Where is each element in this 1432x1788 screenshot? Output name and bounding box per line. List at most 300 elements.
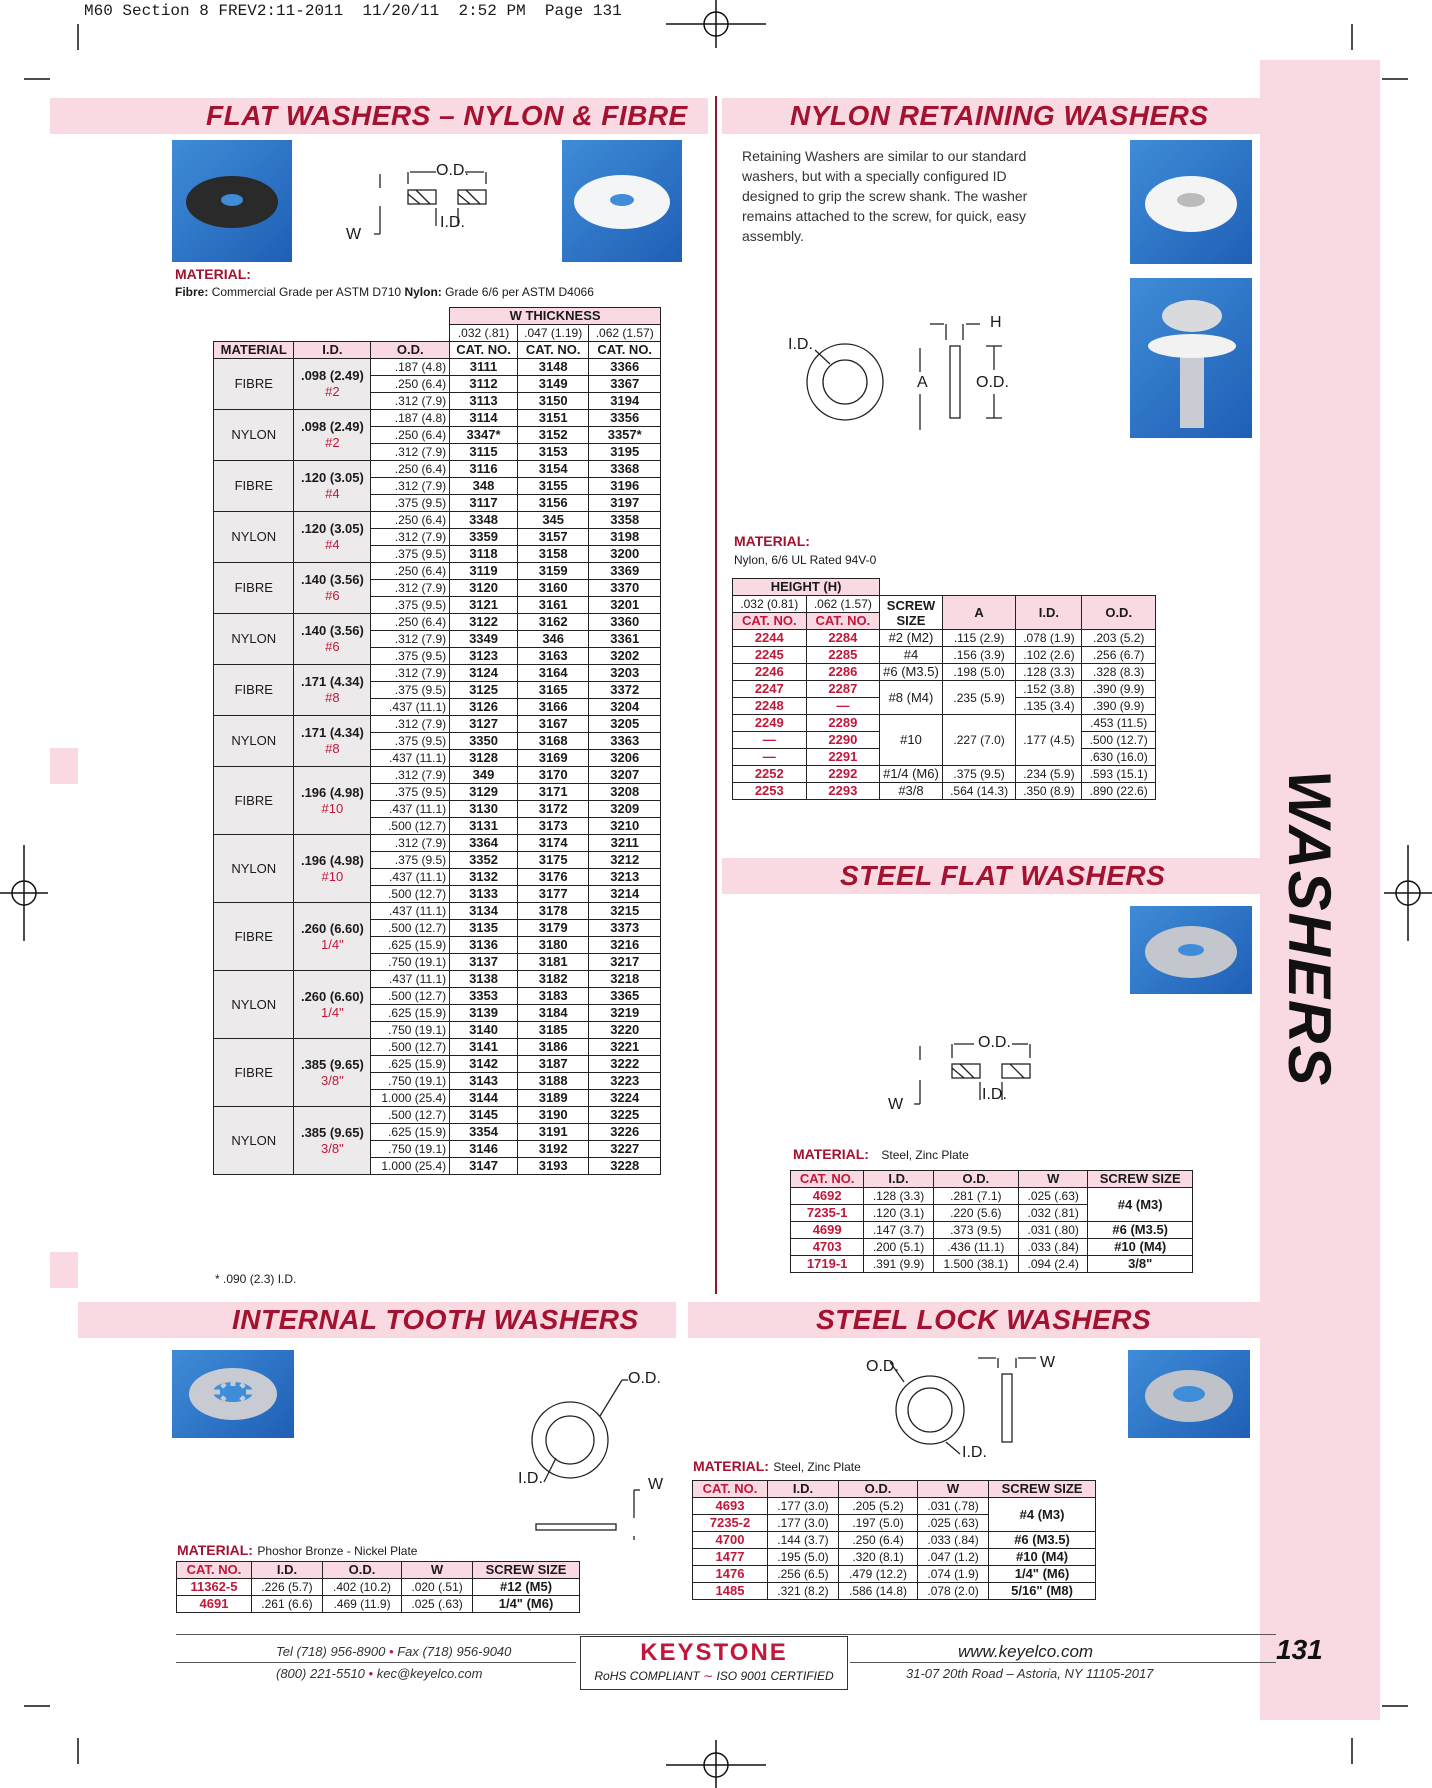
cat-no-cell: 3121 (450, 597, 518, 614)
od-cell: .630 (16.0) (1082, 749, 1156, 766)
table-row (214, 716, 661, 733)
cat-no-cell: 3169 (517, 750, 589, 767)
id-cell (294, 716, 371, 767)
table-row (214, 1039, 661, 1056)
cat-no-cell: 3134 (450, 903, 518, 920)
id-cell: .120 (3.1) (864, 1205, 933, 1222)
id-cell: .261 (6.6) (251, 1596, 322, 1613)
cat-no-cell: 3159 (517, 563, 589, 580)
material-cell: NYLON (214, 835, 294, 903)
cat-no-cell: 3188 (517, 1073, 589, 1090)
id-value: .260 (6.60) (300, 988, 364, 1004)
id-value: .196 (4.98) (300, 852, 364, 868)
flat-material-nylon-label: Nylon: (404, 285, 442, 299)
table-row (214, 971, 661, 988)
lock-title: STEEL LOCK WASHERS (816, 1304, 1152, 1335)
cat-no-cell: 3217 (589, 954, 661, 971)
id-cell: .147 (3.7) (864, 1222, 933, 1239)
od-cell: .625 (15.9) (371, 1005, 450, 1022)
od-cell: .453 (11.5) (1082, 715, 1156, 732)
flat-material-fibre-label: Fibre: (175, 285, 209, 299)
flat-footnote: * .090 (2.3) I.D. (215, 1272, 297, 1286)
id-cell: .177 (3.0) (767, 1515, 838, 1532)
flat-w-label: W (346, 226, 362, 243)
tooth-title: INTERNAL TOOTH WASHERS (232, 1304, 639, 1335)
cat-no-cell: 3149 (517, 376, 589, 393)
id-cell (294, 563, 371, 614)
id-value: .260 (6.60) (300, 920, 364, 936)
cat-no-cell: 3353 (450, 988, 518, 1005)
cat-no-cell: 3224 (589, 1090, 661, 1107)
print-header-line: M60 Section 8 FREV2:11-2011 11/20/11 2:52 PM Page 131 (84, 2, 622, 20)
cat-no-cell: 348 (450, 478, 518, 495)
cat-no-cell: 3213 (589, 869, 661, 886)
od-cell: .437 (11.1) (371, 699, 450, 716)
lock-material-label: MATERIAL: (693, 1458, 769, 1474)
screw-cell: #2 (M2) (880, 630, 943, 647)
footer-rule (176, 1634, 1276, 1635)
od-cell: .320 (8.1) (838, 1549, 917, 1566)
thick-3: .062 (1.57) (589, 325, 661, 342)
cat-no-cell: 3122 (450, 614, 518, 631)
cat-no-cell: 3367 (589, 376, 661, 393)
cat-no-cell: 2290 (806, 732, 880, 749)
table-row (791, 1188, 1193, 1205)
cat-no-cell: 3162 (517, 614, 589, 631)
od-cell: .402 (10.2) (322, 1579, 401, 1596)
left-tab-mark-2 (50, 1252, 78, 1288)
material-cell: FIBRE (214, 903, 294, 971)
screw-cell: #8 (M4) (880, 681, 943, 715)
cat-no-cell: 3206 (589, 750, 661, 767)
cat-no-cell: 349 (450, 767, 518, 784)
cat-no-cell: 3203 (589, 665, 661, 682)
cat-no-cell: 3126 (450, 699, 518, 716)
table-row (693, 1566, 1096, 1583)
col-od: O.D. (371, 342, 450, 359)
cat-no-cell: 2289 (806, 715, 880, 732)
od-cell: .250 (6.4) (838, 1532, 917, 1549)
od-cell: .375 (9.5) (371, 733, 450, 750)
id-cell (294, 359, 371, 410)
cat-no-cell: 3165 (517, 682, 589, 699)
id-cell: .195 (5.0) (767, 1549, 838, 1566)
tooth-id-label: I.D. (518, 1470, 543, 1487)
tooth-table (176, 1561, 580, 1613)
id-cell (294, 767, 371, 835)
cat-no-cell: 3216 (589, 937, 661, 954)
col-header: O.D. (322, 1562, 401, 1579)
material-cell: FIBRE (214, 767, 294, 835)
cat-no-cell: 3135 (450, 920, 518, 937)
cat-no-cell: 3163 (517, 648, 589, 665)
column-divider (715, 96, 717, 1294)
cat-no-cell: 3168 (517, 733, 589, 750)
cat-no-cell: 3349 (450, 631, 518, 648)
id-value: .171 (4.34) (300, 725, 364, 740)
col-header: CAT. NO. (791, 1171, 864, 1188)
od-cell: .328 (8.3) (1082, 664, 1156, 681)
steelflat-id-label: I.D. (982, 1086, 1007, 1103)
id-cell: .200 (5.1) (864, 1239, 933, 1256)
col-header: SCREW SIZE (989, 1481, 1096, 1498)
cat-no-cell: 3365 (589, 988, 661, 1005)
cat-no-cell: 3178 (517, 903, 589, 920)
id-value: .120 (3.05) (300, 470, 364, 485)
flat-material-fibre: Commercial Grade per ASTM D710 (211, 285, 402, 299)
cat-no-cell: 3150 (517, 393, 589, 410)
screw-cell: #1/4 (M6) (880, 766, 943, 783)
screw-cell: #3/8 (880, 783, 943, 800)
footer-contact-2: (800) 221-5510 • kec@keyelco.com (276, 1666, 483, 1681)
steelflat-material-value: Steel, Zinc Plate (881, 1148, 969, 1162)
od-cell: 1.500 (38.1) (933, 1256, 1018, 1273)
footer-web[interactable]: www.keyelco.com (958, 1642, 1094, 1661)
od-cell: .312 (7.9) (371, 444, 450, 461)
cat-no-cell: 3136 (450, 937, 518, 954)
id-cell: .128 (3.3) (864, 1188, 933, 1205)
screw-size: #8 (325, 741, 340, 756)
footer-email[interactable]: kec@keyelco.com (376, 1666, 483, 1681)
cat-no-cell: 3153 (517, 444, 589, 461)
id-cell (294, 903, 371, 971)
od-cell: .437 (11.1) (371, 869, 450, 886)
cat-no-cell: 3361 (589, 631, 661, 648)
cat-no-cell: 3197 (589, 495, 661, 512)
od-cell: .312 (7.9) (371, 580, 450, 597)
cat-no-cell: 4691 (177, 1596, 252, 1613)
cat-no-cell: 3212 (589, 852, 661, 869)
material-cell: FIBRE (214, 665, 294, 716)
material-cell: FIBRE (214, 461, 294, 512)
od-cell: .750 (19.1) (371, 954, 450, 971)
flat-washers-table (213, 307, 661, 1175)
od-cell: .437 (11.1) (371, 801, 450, 818)
lock-w-label: W (1040, 1354, 1056, 1371)
lock-od-label: O.D. (866, 1358, 899, 1375)
od-cell: .312 (7.9) (371, 767, 450, 784)
cat-no-cell: 3366 (589, 359, 661, 376)
col-cat-1: CAT. NO. (733, 613, 807, 630)
cat-no-cell: 3174 (517, 835, 589, 852)
cat-no-cell: 3195 (589, 444, 661, 461)
cat-no-cell: 3146 (450, 1141, 518, 1158)
cat-no-cell: 3171 (517, 784, 589, 801)
id-value: .140 (3.56) (300, 572, 364, 587)
od-cell: .256 (6.7) (1082, 647, 1156, 664)
od-cell: .437 (11.1) (371, 903, 450, 920)
od-cell: .750 (19.1) (371, 1073, 450, 1090)
table-row (733, 647, 1156, 664)
cat-no-cell: 3187 (517, 1056, 589, 1073)
od-cell: .375 (9.5) (371, 682, 450, 699)
cat-no-cell: — (733, 749, 807, 766)
w-cell: .078 (2.0) (918, 1583, 989, 1600)
table-row (733, 630, 1156, 647)
table-row (214, 835, 661, 852)
cat-no-cell: 3201 (589, 597, 661, 614)
id-cell: .321 (8.2) (767, 1583, 838, 1600)
screw-cell: #4 (880, 647, 943, 664)
tooth-w-label: W (648, 1476, 664, 1493)
screw-size: #8 (325, 690, 340, 705)
w-cell: .025 (.63) (918, 1515, 989, 1532)
screw-size: 1/4" (321, 936, 344, 952)
od-cell: .375 (9.5) (371, 597, 450, 614)
cat-no-cell: 3186 (517, 1039, 589, 1056)
table-row (693, 1549, 1096, 1566)
keystone-logo: KEYSTONE (640, 1639, 788, 1666)
od-cell: .437 (11.1) (371, 971, 450, 988)
cat-no-cell: 3157 (517, 529, 589, 546)
cat-no-cell: 3116 (450, 461, 518, 478)
screw-size: #6 (325, 639, 340, 654)
col-id: I.D. (294, 342, 371, 359)
od-cell: .373 (9.5) (933, 1222, 1018, 1239)
od-cell: .250 (6.4) (371, 427, 450, 444)
col-cat-3: CAT. NO. (589, 342, 661, 359)
screw-size-cell: #12 (M5) (473, 1579, 580, 1596)
col-material: MATERIAL (214, 342, 294, 359)
id-cell (294, 614, 371, 665)
a-cell: .227 (7.0) (942, 715, 1016, 766)
col-cat-2: CAT. NO. (517, 342, 589, 359)
cat-no-cell: 3114 (450, 410, 518, 427)
cat-no-cell: 3218 (589, 971, 661, 988)
a-cell: .564 (14.3) (942, 783, 1016, 800)
cat-no-cell: 4703 (791, 1239, 864, 1256)
table-row (177, 1579, 580, 1596)
steelflat-table (790, 1170, 1193, 1273)
flat-od-label: O.D. (436, 162, 469, 179)
od-cell: .250 (6.4) (371, 614, 450, 631)
w-cell: .033 (.84) (918, 1532, 989, 1549)
screw-size: 3/8" (321, 1140, 344, 1156)
cat-no-cell: 2249 (733, 715, 807, 732)
cat-no-cell: 3155 (517, 478, 589, 495)
cat-no-cell: 3180 (517, 937, 589, 954)
cat-no-cell: 3127 (450, 716, 518, 733)
cat-no-cell: 3221 (589, 1039, 661, 1056)
table-row (733, 783, 1156, 800)
cat-no-cell: 2248 (733, 698, 807, 715)
id-value: .171 (4.34) (300, 674, 364, 689)
cat-no-cell: 3192 (517, 1141, 589, 1158)
cat-no-cell: 7235-2 (693, 1515, 768, 1532)
table-row (693, 1498, 1096, 1515)
cat-no-cell: 3200 (589, 546, 661, 563)
cat-no-cell: 3360 (589, 614, 661, 631)
cat-no-cell: 3160 (517, 580, 589, 597)
od-cell: .250 (6.4) (371, 563, 450, 580)
od-cell: .312 (7.9) (371, 835, 450, 852)
cat-no-cell: 3191 (517, 1124, 589, 1141)
cat-no-cell: 3133 (450, 886, 518, 903)
od-cell: .312 (7.9) (371, 393, 450, 410)
w-cell: .094 (2.4) (1019, 1256, 1088, 1273)
od-cell: .625 (15.9) (371, 1056, 450, 1073)
cat-no-cell: 3228 (589, 1158, 661, 1175)
screw-size: #10 (321, 800, 344, 816)
cat-no-cell: 3373 (589, 920, 661, 937)
h2: .062 (1.57) (806, 596, 880, 613)
retaining-a-label: A (917, 374, 928, 391)
table-row (733, 664, 1156, 681)
cat-no-cell: 11362-5 (177, 1579, 252, 1596)
cat-no-cell: 4693 (693, 1498, 768, 1515)
cat-no-cell: 2247 (733, 681, 807, 698)
cat-no-cell: 3154 (517, 461, 589, 478)
od-cell: .500 (12.7) (371, 988, 450, 1005)
cat-no-cell: 2291 (806, 749, 880, 766)
cat-no-cell: 3189 (517, 1090, 589, 1107)
cat-no-cell: 3190 (517, 1107, 589, 1124)
w-cell: .033 (.84) (1019, 1239, 1088, 1256)
cat-no-cell: 3152 (517, 427, 589, 444)
id-cell (294, 971, 371, 1039)
steelflat-photo (1130, 906, 1252, 994)
footer-rule-2 (176, 1662, 576, 1663)
screw-size: #2 (325, 435, 340, 450)
w-cell: .074 (1.9) (918, 1566, 989, 1583)
footer-logo-box: KEYSTONE RoHS COMPLIANT ∼ ISO 9001 CERTIFIED (580, 1636, 848, 1690)
id-cell: .152 (3.8) (1016, 681, 1082, 698)
cat-no-cell: 3226 (589, 1124, 661, 1141)
od-cell: .500 (12.7) (371, 1039, 450, 1056)
cat-no-cell: 3364 (450, 835, 518, 852)
id-cell (294, 1107, 371, 1175)
cat-no-cell: 3210 (589, 818, 661, 835)
cat-no-cell: 3175 (517, 852, 589, 869)
od-cell: .250 (6.4) (371, 376, 450, 393)
steelflat-material (793, 1146, 969, 1164)
od-cell: .500 (12.7) (371, 1107, 450, 1124)
cat-no-cell: 2293 (806, 783, 880, 800)
cat-no-cell: 2244 (733, 630, 807, 647)
retaining-material-label: MATERIAL: (734, 533, 810, 549)
cat-no-cell: — (806, 698, 880, 715)
od-cell: .479 (12.2) (838, 1566, 917, 1583)
lock-photo (1128, 1350, 1250, 1438)
tooth-material-label: MATERIAL: (177, 1542, 253, 1558)
cat-no-cell: 3119 (450, 563, 518, 580)
cat-no-cell: 3369 (589, 563, 661, 580)
cat-no-cell: 3225 (589, 1107, 661, 1124)
cat-no-cell: 3130 (450, 801, 518, 818)
od-cell: .586 (14.8) (838, 1583, 917, 1600)
retaining-photo-screw (1130, 278, 1252, 438)
cat-no-cell: 3363 (589, 733, 661, 750)
cat-no-cell: 3128 (450, 750, 518, 767)
left-tab-mark (50, 748, 78, 784)
lock-material-value: Steel, Zinc Plate (773, 1460, 861, 1474)
cat-no-cell: 3194 (589, 393, 661, 410)
cat-no-cell: 3111 (450, 359, 518, 376)
od-cell: .375 (9.5) (371, 648, 450, 665)
screw-size-cell: 1/4" (M6) (989, 1566, 1096, 1583)
col-screw-size: SCREW SIZE (880, 596, 943, 630)
thick-1: .032 (.81) (450, 325, 518, 342)
screw-size: #2 (325, 384, 340, 399)
material-cell: NYLON (214, 410, 294, 461)
screw-size: #10 (321, 868, 344, 884)
cat-no-cell: 3161 (517, 597, 589, 614)
h1: .032 (0.81) (733, 596, 807, 613)
side-tab-label: WASHERS (1276, 770, 1343, 1088)
cat-no-cell: 3196 (589, 478, 661, 495)
a-cell: .375 (9.5) (942, 766, 1016, 783)
cat-no-cell: 3166 (517, 699, 589, 716)
cat-no-cell: 2292 (806, 766, 880, 783)
table-row (177, 1596, 580, 1613)
col-header: O.D. (933, 1171, 1018, 1188)
table-row (214, 461, 661, 478)
a-cell: .115 (2.9) (942, 630, 1016, 647)
table-row (214, 614, 661, 631)
cat-no-cell: 3181 (517, 954, 589, 971)
od-cell: .750 (19.1) (371, 1141, 450, 1158)
od-cell: .375 (9.5) (371, 495, 450, 512)
col-od: O.D. (1082, 596, 1156, 630)
id-cell: .256 (6.5) (767, 1566, 838, 1583)
col-header: W (1019, 1171, 1088, 1188)
lock-id-label: I.D. (962, 1444, 987, 1461)
cat-no-cell: 3145 (450, 1107, 518, 1124)
cat-no-cell: 3347* (450, 427, 518, 444)
page-number: 131 (1276, 1634, 1323, 1665)
od-cell: .197 (5.0) (838, 1515, 917, 1532)
cat-no-cell: 3172 (517, 801, 589, 818)
cat-no-cell: 3158 (517, 546, 589, 563)
cat-no-cell: 1719-1 (791, 1256, 864, 1273)
table-row (791, 1239, 1193, 1256)
cat-no-cell: 3124 (450, 665, 518, 682)
id-cell: .234 (5.9) (1016, 766, 1082, 783)
screw-size: #4 (325, 486, 340, 501)
screw-size: #4 (325, 537, 340, 552)
footer-rule-3 (850, 1662, 1276, 1663)
table-row (733, 681, 1156, 698)
retaining-table (732, 578, 1156, 800)
screw-size-cell: #6 (M3.5) (1088, 1222, 1193, 1239)
id-value: .098 (2.49) (300, 368, 364, 383)
od-cell: .312 (7.9) (371, 529, 450, 546)
screw-size-cell: #4 (M3) (989, 1498, 1096, 1532)
flat-title: FLAT WASHERS – NYLON & FIBRE (206, 100, 688, 131)
cat-no-cell: 3223 (589, 1073, 661, 1090)
od-cell: .187 (4.8) (371, 410, 450, 427)
cat-no-cell: 3156 (517, 495, 589, 512)
screw-cell: #6 (M3.5) (880, 664, 943, 681)
od-cell: .500 (12.7) (371, 920, 450, 937)
cat-no-cell: 3358 (589, 512, 661, 529)
retaining-material: Nylon, 6/6 UL Rated 94V-0 (734, 553, 877, 567)
screw-size: 3/8" (321, 1072, 344, 1088)
col-a: A (942, 596, 1016, 630)
screw-size-cell: #10 (M4) (1088, 1239, 1193, 1256)
table-row (214, 903, 661, 920)
cat-no-cell: 3220 (589, 1022, 661, 1039)
cat-no-cell: 345 (517, 512, 589, 529)
steelflat-material-label: MATERIAL: (793, 1146, 869, 1162)
cat-no-cell: 3125 (450, 682, 518, 699)
cat-no-cell: 3356 (589, 410, 661, 427)
cat-no-cell: 3193 (517, 1158, 589, 1175)
cat-no-cell: 3148 (517, 359, 589, 376)
od-cell: .312 (7.9) (371, 478, 450, 495)
cat-no-cell: 3372 (589, 682, 661, 699)
od-cell: .390 (9.9) (1082, 681, 1156, 698)
